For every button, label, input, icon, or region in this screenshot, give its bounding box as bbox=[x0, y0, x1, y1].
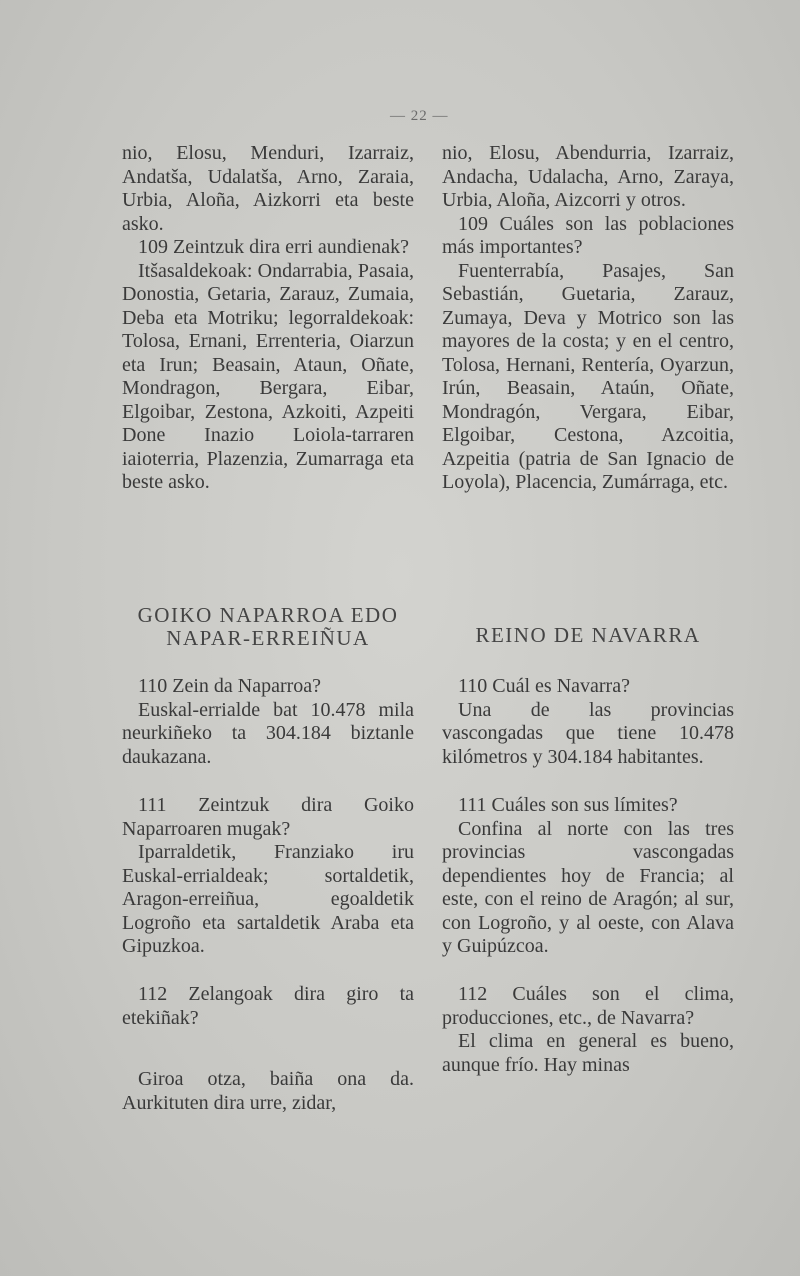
right-answer-109: Fuenterrabía, Pasajes, San Sebastián, Guetaria, Zarauz, Zumaya, Deva y Motrico son las mayores de la costa; y en el centro, Tolosa, Hernani, Rentería, Oyarzun, Irún, Beasain, Ataún, Oñate, Mondragón, Vergara, Eibar, Elgoibar, Cestona, Azcoitia, Azpeitia (patria de San Ignacio de Loyola), Placencia, Zumárraga, etc. bbox=[442, 259, 734, 493]
left-answer-111: Iparraldetik, Franziako iru Euskal-errialdeak; sortaldetik, Aragon-erreiñua, egoaldetik Logroño eta sartaldetik Araba eta Gipuzkoa. bbox=[122, 841, 414, 957]
left-question-109: 109 Zeintzuk dira erri aundienak? bbox=[138, 236, 409, 258]
right-q112-block bbox=[442, 983, 734, 1077]
left-q111-block bbox=[122, 794, 414, 959]
right-section-heading: REINO DE NAVARRA bbox=[475, 623, 701, 647]
right-answer-110: Una de las provincias vascongadas que tiene 10.478 kilómetros y 304.184 habitantes. bbox=[442, 698, 734, 768]
right-question-112: 112 Cuáles son el clima, producciones, etc., de Navarra? bbox=[442, 983, 734, 1029]
left-question-112: 112 Zelangoak dira giro ta etekiñak? bbox=[122, 983, 414, 1029]
left-intro-block bbox=[122, 142, 414, 495]
right-answer-112: El clima en general es bueno, aunque frío. Hay minas bbox=[442, 1030, 734, 1076]
right-question-111: 111 Cuáles son sus límites? bbox=[458, 794, 678, 816]
right-answer-111: Confina al norte con las tres provincias vascongadas dependientes hoy de Francia; al este, con el reino de Aragón; al sur, con Logroño, y al oeste, con Alava y Guipúzcoa. bbox=[442, 817, 734, 957]
left-answer-112: Giroa otza, baiña ona da. Aurkituten dira urre, zidar, bbox=[122, 1068, 414, 1114]
left-answer-110: Euskal-errialde bat 10.478 mila neurkiñeko ta 304.184 biztanle daukazana. bbox=[122, 698, 414, 768]
left-answer-109: Itšasaldekoak: Ondarrabia, Pasaia, Donostia, Getaria, Zarauz, Zumaia, Deba eta Motriku; legorraldekoak: Tolosa, Ernani, Errenteria, Oiarzun eta Irun; Beasain, Ataun, Oñate, Mondragon, Bergara, Eibar, Elgoibar, Zestona, Azkoiti, Azpeiti Done Inazio Loiola-tarraren iaioterria, Plazenzia, Zumarraga eta beste asko. bbox=[122, 259, 414, 493]
right-q110-block bbox=[442, 675, 734, 769]
right-question-109: 109 Cuáles son las poblaciones más importantes? bbox=[442, 212, 734, 258]
left-q110-block bbox=[122, 675, 414, 769]
left-question-111: 111 Zeintzuk dira Goiko Naparroaren mugak? bbox=[122, 794, 414, 840]
page-number: — 22 — bbox=[390, 108, 449, 124]
right-q111-block bbox=[442, 794, 734, 959]
left-section-heading: GOIKO NAPARROA EDO NAPAR-ERREIÑUA bbox=[137, 603, 399, 650]
left-a112-block bbox=[122, 1068, 414, 1115]
left-intro-text: nio, Elosu, Menduri, Izarraiz, Andatša, Udalatša, Arno, Zaraia, Urbia, Aloña, Aizkorri eta beste asko. bbox=[122, 142, 414, 235]
left-q112-block bbox=[122, 983, 414, 1030]
right-intro-block bbox=[442, 142, 734, 495]
right-intro-text: nio, Elosu, Abendurria, Izarraiz, Andacha, Udalacha, Arno, Zaraya, Urbia, Aloña, Aizcorri y otros. bbox=[442, 142, 734, 211]
left-question-110: 110 Zein da Naparroa? bbox=[138, 675, 322, 697]
right-question-110: 110 Cuál es Navarra? bbox=[458, 675, 630, 697]
